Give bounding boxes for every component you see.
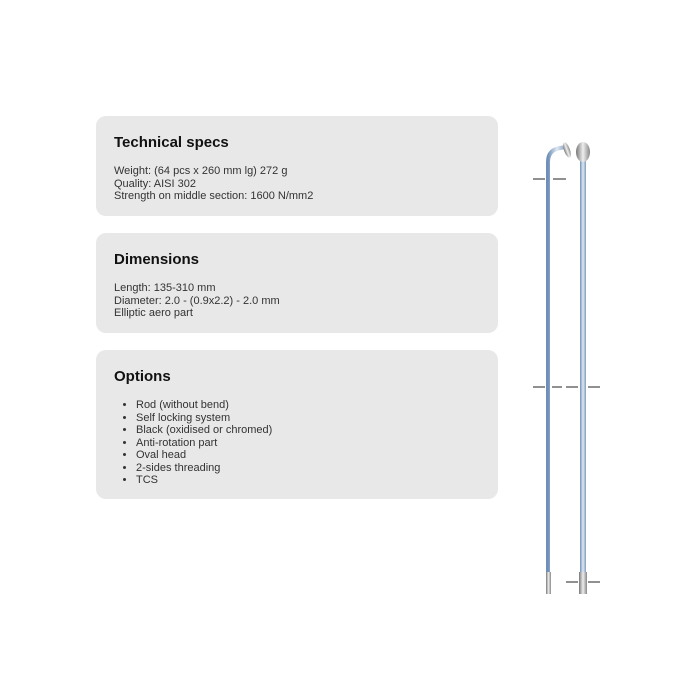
option-item: • Black (oxidised or chromed) <box>136 424 480 437</box>
option-item: • Oval head <box>136 449 480 462</box>
option-item: • Anti-rotation part <box>136 437 480 450</box>
technical-specs-title: Technical specs <box>114 134 229 151</box>
options-title: Options <box>114 368 171 385</box>
spec-quality: Quality: AISI 302 <box>114 177 196 190</box>
dimensions-title: Dimensions <box>114 251 200 268</box>
dim-length: Length: 135-310 mm <box>114 282 216 294</box>
dim-diameter: Diameter: 2.0 - (0.9x2.2) - 2.0 mm <box>114 294 280 307</box>
option-item: • 2-sides threading <box>136 462 480 475</box>
option-item: • Self locking system <box>136 412 480 425</box>
bent-spoke <box>546 141 573 594</box>
dim-aero: Elliptic aero part <box>114 307 193 319</box>
option-item: • Rod (without bend) <box>136 399 480 412</box>
spec-weight: Weight: (64 pcs x 260 mm lg) 272 g <box>114 165 288 177</box>
straight-spoke <box>576 142 590 594</box>
option-item: • TCS <box>136 474 480 487</box>
spec-strength: Strength on middle section: 1600 N/mm2 <box>114 190 314 202</box>
dimension-arrows <box>533 179 600 582</box>
